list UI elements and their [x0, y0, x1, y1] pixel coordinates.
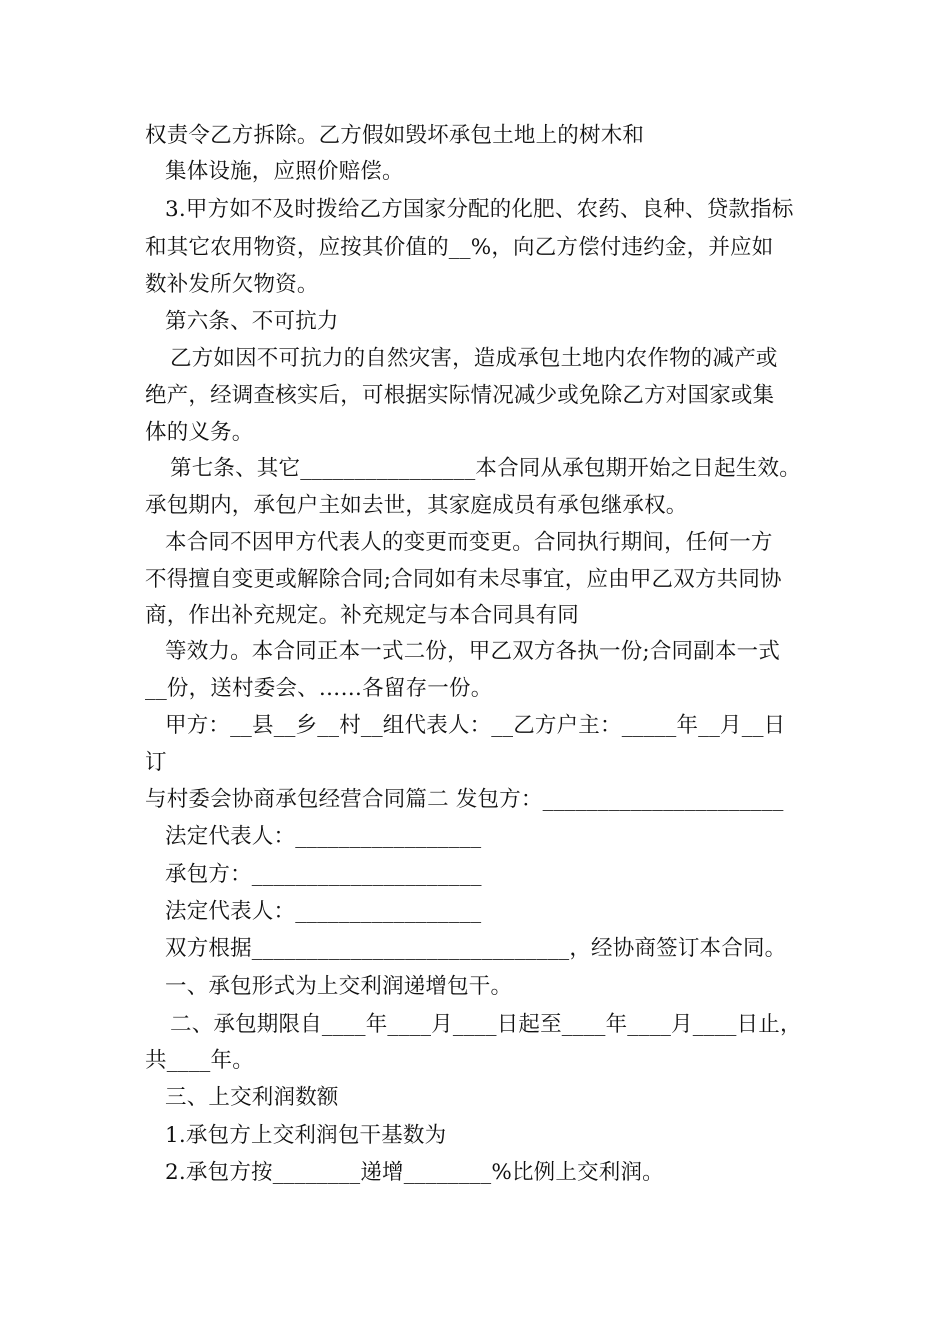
contractor-line: 承包方：_____________________	[165, 862, 482, 887]
signature-line: 甲方：__县__乡__村__组代表人：__乙方户主：_____年__月__日	[165, 713, 786, 738]
clause-two: 二、承包期限自____年____月____日起至____年____月____日止，	[170, 1012, 802, 1037]
text-line-1: 权责令乙方拆除。乙方假如毁坏承包土地上的树木和	[145, 123, 645, 148]
clause-three: 三、上交利润数额	[165, 1085, 339, 1110]
text-line-16: __份，送村委会、……各留存一份。	[145, 676, 493, 701]
clause-one: 一、承包形式为上交利润递增包干。	[165, 974, 513, 999]
text-line-12: 本合同不因甲方代表人的变更而变更。合同执行期间，任何一方	[165, 530, 773, 555]
text-line-14: 商，作出补充规定。补充规定与本合同具有同	[145, 603, 580, 628]
text-line-15: 等效力。本合同正本一式二份，甲乙双方各执一份;合同副本一式	[165, 639, 781, 664]
text-line-5: 数补发所欠物资。	[145, 272, 319, 297]
clause-two-continued: 共____年。	[145, 1048, 254, 1073]
article-heading-7: 第七条、其它________________本合同从承包期开始之日起生效。	[170, 456, 801, 481]
text-line-4: 和其它农用物资，应按其价值的__%，向乙方偿付违约金，并应如	[145, 235, 774, 260]
text-line-3: 3.甲方如不及时拨给乙方国家分配的化肥、农药、良种、贷款指标	[165, 197, 794, 222]
legal-representative-line-2: 法定代表人：_________________	[165, 899, 482, 924]
clause-three-item-one: 1.承包方上交利润包干基数为	[165, 1123, 447, 1148]
text-line-2: 集体设施，应照价赔偿。	[165, 159, 404, 184]
text-line-8: 绝产，经调查核实后，可根据实际情况减少或免除乙方对国家或集	[145, 383, 775, 408]
section-title-contract-two: 与村委会协商承包经营合同篇二 发包方：______________________	[145, 787, 784, 812]
article-heading-6: 第六条、不可抗力	[165, 309, 339, 334]
text-line-7: 乙方如因不可抗力的自然灾害，造成承包土地内农作物的减产或	[170, 346, 778, 371]
legal-representative-line-1: 法定代表人：_________________	[165, 824, 482, 849]
text-line-13: 不得擅自变更或解除合同;合同如有未尽事宜，应由甲乙双方共同协	[145, 567, 782, 592]
basis-line: 双方根据_____________________________，经协商签订本合同。	[165, 936, 787, 961]
text-line-18: 订	[145, 750, 167, 775]
clause-three-item-two: 2.承包方按________递增________%比例上交利润。	[165, 1160, 664, 1185]
text-line-11: 承包期内，承包户主如去世，其家庭成员有承包继承权。	[145, 493, 688, 518]
text-line-9: 体的义务。	[145, 420, 254, 445]
